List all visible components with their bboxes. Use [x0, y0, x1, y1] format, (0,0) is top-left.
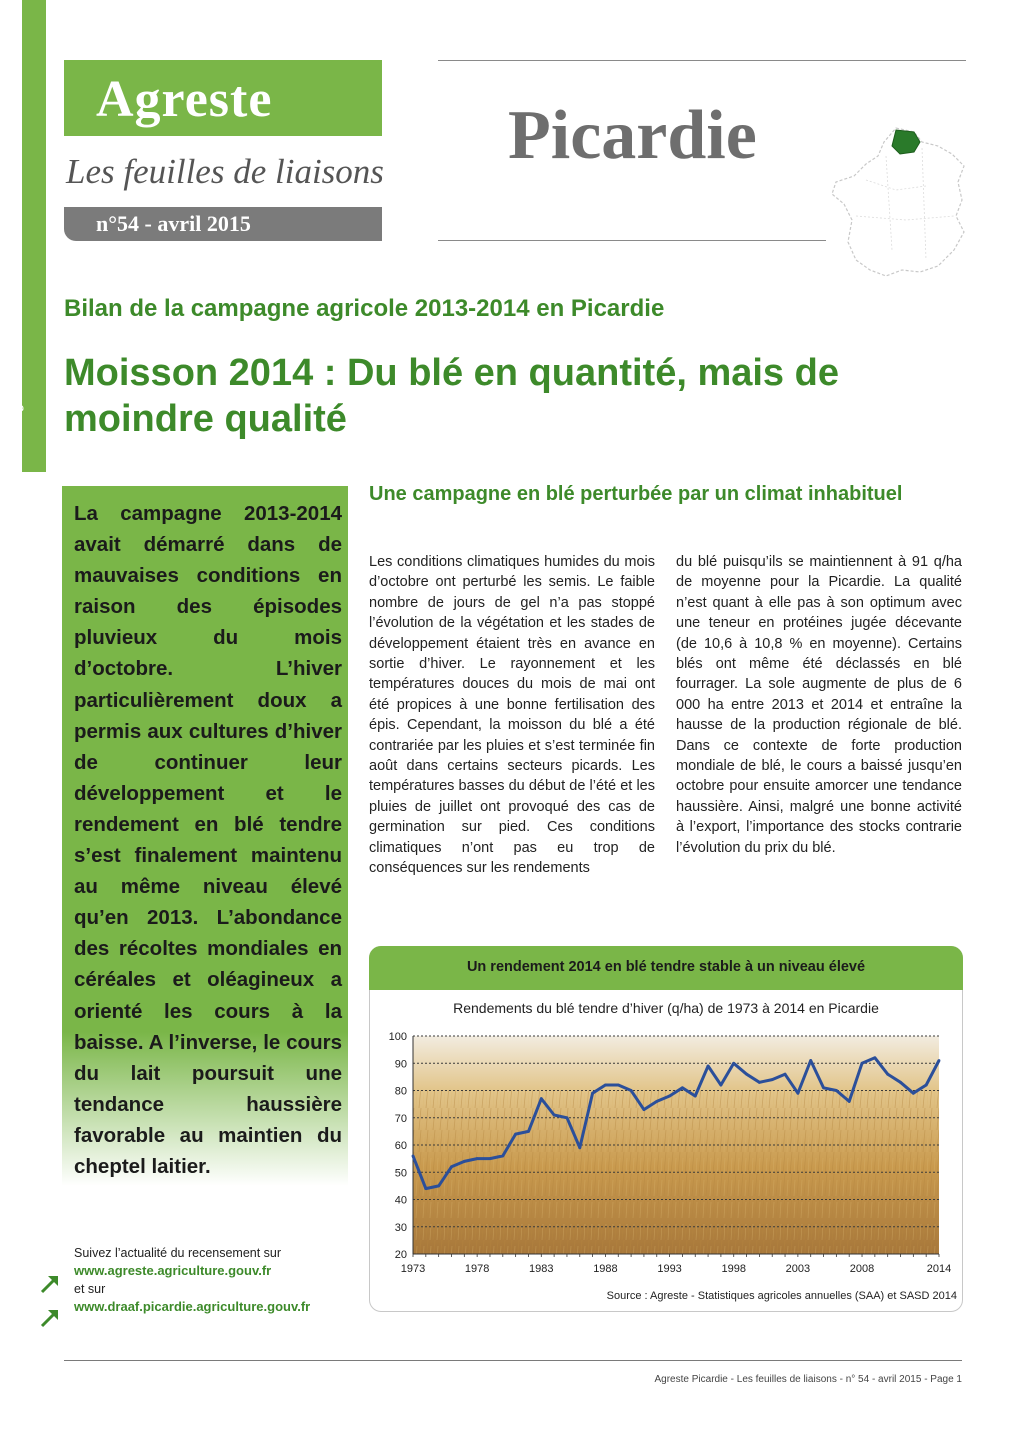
- data-point: [476, 1157, 479, 1160]
- x-tick-label: 1988: [593, 1263, 618, 1275]
- plot-texture: [413, 1091, 939, 1255]
- arrow-icon: [38, 1270, 64, 1296]
- data-point: [553, 1114, 556, 1117]
- masthead-rule-bottom: [438, 240, 826, 241]
- chart-title: Rendements du blé tendre d’hiver (q/ha) de 1973 à 2014 en Picardie: [453, 1000, 879, 1016]
- data-point: [925, 1084, 928, 1087]
- x-tick-label: 1993: [657, 1263, 682, 1275]
- follow-and: et sur: [74, 1282, 106, 1296]
- data-point: [463, 1160, 466, 1163]
- data-point: [835, 1089, 838, 1092]
- data-point: [796, 1092, 799, 1095]
- data-point: [668, 1095, 671, 1098]
- yield-line-chart: [369, 1020, 963, 1290]
- x-tick-label: 1978: [464, 1263, 490, 1275]
- data-point: [771, 1078, 774, 1081]
- data-point: [707, 1065, 710, 1068]
- headline: Moisson 2014 : Du blé en quantité, mais de moindre qualité: [64, 352, 839, 440]
- data-point: [732, 1062, 735, 1065]
- data-point: [617, 1084, 620, 1087]
- draaf-link[interactable]: www.draaf.picardie.agriculture.gouv.fr: [74, 1299, 311, 1314]
- data-point: [784, 1073, 787, 1076]
- issue-number: n°54 - avril 2015: [96, 211, 251, 236]
- side-strip: [22, 0, 46, 472]
- data-point: [938, 1059, 941, 1062]
- data-point: [630, 1089, 633, 1092]
- y-tick-label: 50: [394, 1167, 407, 1180]
- data-point: [912, 1092, 915, 1095]
- publication-subtitle: Les feuilles de liaisons: [66, 152, 384, 191]
- data-point: [899, 1081, 902, 1084]
- masthead-rule-top: [438, 60, 966, 61]
- data-point: [694, 1095, 697, 1098]
- data-point: [450, 1165, 453, 1168]
- france-map-icon: [826, 120, 971, 280]
- data-point: [527, 1130, 530, 1133]
- page-footer: Agreste Picardie - Les feuilles de liaisons - n° 54 - avril 2015 - Page 1: [654, 1374, 962, 1385]
- follow-intro: Suivez l’actualité du recensement sur: [74, 1246, 282, 1260]
- data-point: [643, 1108, 646, 1111]
- arrow-icon: [38, 1304, 64, 1330]
- x-tick-label: 1983: [529, 1263, 554, 1275]
- data-point: [861, 1062, 864, 1065]
- body-column-1: Les conditions climatiques humides du mois d’octobre ont perturbé les semis. Le faible nombre de jours de gel n’a pas stoppé l’évolution de la végétation et les stades de développement étaient très en avance en sortie d’hiver. Le rayonnement et les températures douces du mois de mai ont été propices à une bonne fertilisation des épis. Cependant, la moisson du blé a été contrariée par les pluies et s’est terminée fin août dans certains secteurs picards. Les températures basses du début de l’été et les pluies de juillet ont provoqué des cas de germination sur pied. Ces conditions climatiques n’ont pas eu trop de conséquences sur les rendements: [369, 554, 655, 877]
- y-tick-label: 60: [394, 1140, 407, 1152]
- x-tick-label: 1998: [721, 1263, 746, 1275]
- chart-source: Source : Agreste - Statistiques agricoles annuelles (SAA) et SASD 2014: [606, 1290, 957, 1302]
- data-point: [655, 1100, 658, 1103]
- y-tick-label: 70: [394, 1112, 407, 1125]
- data-point: [809, 1059, 812, 1062]
- x-tick-label: 2014: [926, 1263, 952, 1275]
- data-point: [886, 1073, 889, 1076]
- region-title: Picardie: [508, 97, 757, 174]
- data-point: [489, 1157, 492, 1160]
- intro-text: La campagne 2013-2014 avait démarré dans de mauvaises conditions en raison des épisodes pluvieux du mois d’octobre. L’hiver particulièrement doux a permis aux cultures d’hiver de continuer leur développement et le rendement en blé tendre s’est finalement maintenu au même niveau élevé qu’en 2013. L’abondance des récoltes mondiales en céréales et oléagineux a orienté les cours à la baisse. A l’inverse, le cours du lait poursuit une tendance haussière favorable au maintien du cheptel laitier.: [74, 502, 342, 1178]
- data-point: [745, 1073, 748, 1076]
- data-point: [822, 1086, 825, 1089]
- data-point: [758, 1081, 761, 1084]
- data-point: [412, 1155, 415, 1158]
- section-title: Une campagne en blé perturbée par un climat inhabituel: [369, 483, 903, 505]
- data-point: [514, 1133, 517, 1136]
- agreste-logo: Agreste: [96, 71, 273, 128]
- chart-box-title: Un rendement 2014 en blé tendre stable à un niveau élevé: [466, 959, 866, 975]
- x-tick-label: 2008: [849, 1263, 875, 1275]
- body-column-2: du blé puisqu’ils se maintiennent à 91 q/ha de moyenne pour la Picardie. La qualité n’est quant à elle pas à son optimum avec une teneur en protéines jugée décevante (de 10,6 à 10,8 % en moyenne). Certains blés ont même été déclassés en blé fourrager. La sole augmente de plus de 6 000 ha entre 2013 et 2014 et entraîne la hausse de la production régionale de blé. Dans ce contexte de forte production mondiale de blé, le cours a baissé jusqu’en octobre pour ensuite amorcer une tendance haussière. Ainsi, malgré une bonne activité à l’export, l’importance des stocks contrarie l’évolution du prix du blé.: [676, 554, 962, 856]
- side-text: Agreste Picardie - Les feuilles de liaisons - n°54: [10, 132, 24, 420]
- x-tick-label: 1973: [400, 1263, 426, 1275]
- data-point: [566, 1116, 569, 1119]
- data-point: [873, 1056, 876, 1059]
- y-tick-label: 90: [394, 1058, 407, 1071]
- y-tick-label: 40: [394, 1194, 407, 1207]
- data-point: [437, 1184, 440, 1187]
- y-tick-label: 20: [394, 1249, 407, 1261]
- x-tick-label: 2003: [785, 1263, 811, 1275]
- data-point: [591, 1092, 594, 1095]
- overline: Bilan de la campagne agricole 2013-2014 en Picardie: [64, 295, 665, 322]
- data-point: [540, 1097, 543, 1100]
- follow-block: [74, 1244, 364, 1316]
- data-point: [720, 1084, 723, 1087]
- data-point: [848, 1100, 851, 1103]
- data-point: [604, 1084, 607, 1087]
- data-point: [681, 1086, 684, 1089]
- data-point: [501, 1155, 504, 1158]
- agreste-link[interactable]: www.agreste.agriculture.gouv.fr: [74, 1263, 272, 1278]
- y-tick-label: 30: [394, 1221, 407, 1234]
- data-point: [424, 1187, 427, 1190]
- footer-rule: [64, 1360, 962, 1361]
- y-tick-label: 80: [394, 1085, 407, 1098]
- y-tick-label: 100: [388, 1031, 407, 1043]
- data-point: [578, 1146, 581, 1149]
